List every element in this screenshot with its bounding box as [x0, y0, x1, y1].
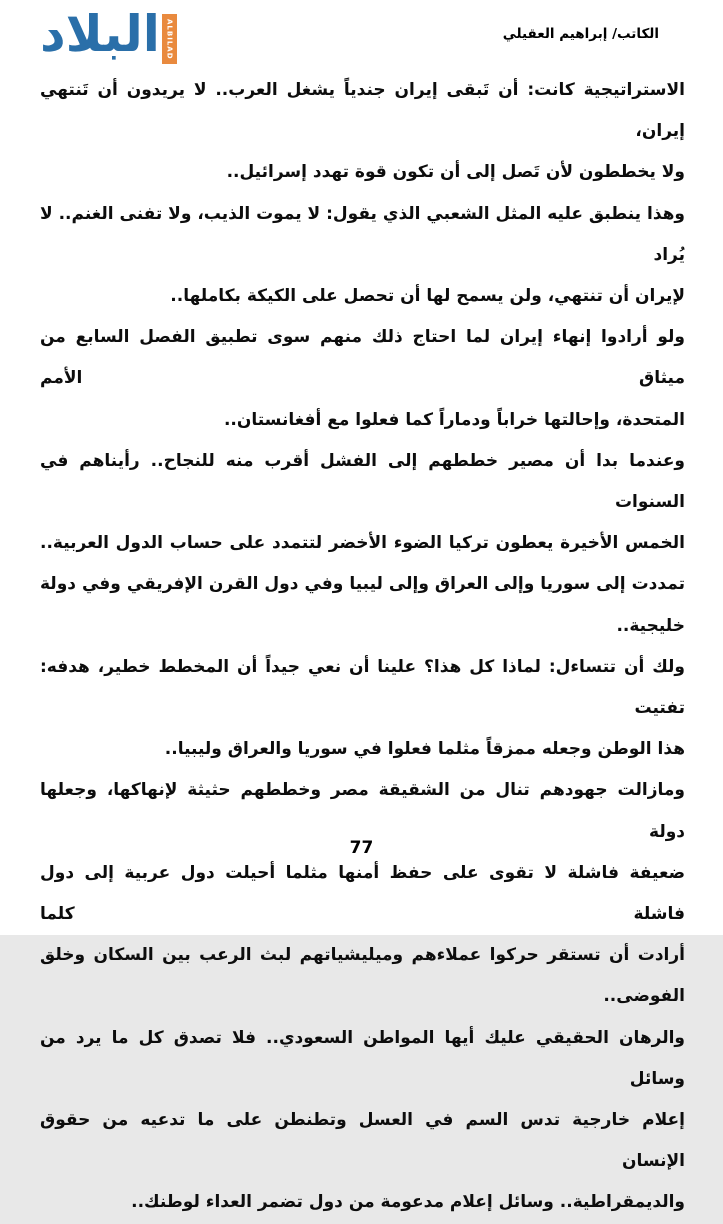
paragraph-line: لإيران أن تنتهي، ولن يسمح لها أن تحصل على الكيكة بكاملها..	[170, 286, 685, 307]
paragraph	[40, 317, 685, 441]
paragraph-line: إعلام خارجية تدس السم في العسل وتطنطن على ما تدعيه من حقوق الإنسان	[40, 1110, 685, 1172]
article-body	[40, 70, 685, 1224]
paragraph	[40, 194, 685, 318]
albilad-logo	[40, 6, 177, 64]
page-number: 77	[349, 838, 374, 858]
paragraph-line: الاستراتيجية كانت: أن تَبقى إيران جندياً يشغل العرب.. لا يريدون أن تَنتهي إيران،	[40, 80, 685, 142]
albilad-logo-orange-bar	[162, 14, 177, 64]
paragraph-line: وهذا ينطبق عليه المثل الشعبي الذي يقول: لا يموت الذيب، ولا تفنى الغنم.. لا يُراد	[40, 203, 685, 265]
paragraph-line: ضعيفة فاشلة لا تقوى على حفظ أمنها مثلما أحيلت دول عربية إلى دول فاشلة كلما	[40, 862, 685, 925]
albilad-logo-wordmark: البلاد	[40, 5, 160, 63]
paragraph-line: ولك أن تتساءل: لماذا كل هذا؟ علينا أن نعي جيداً أن المخطط خطير، هدفه: تفتيت	[40, 656, 685, 719]
paragraph	[40, 647, 685, 771]
paragraph	[40, 770, 685, 1017]
paragraph-line: تمددت إلى سوريا وإلى العراق وإلى ليبيا وفي دول القرن الإفريقي وفي دولة خليجية..	[40, 574, 685, 636]
paragraph-line: وعندما بدا أن مصير خططهم إلى الفشل أقرب منه للنجاح.. رأيناهم في السنوات	[40, 450, 685, 513]
author-byline: الكاتب/ إبراهيم العقيلي	[502, 26, 659, 42]
paragraph-line: الفوضى..	[603, 986, 685, 1007]
paragraph-line: أرادت أن تستقر حركوا عملاءهم وميليشياتهم لبث الرعب بين السكان وخلق	[40, 945, 685, 966]
paragraph-line: هذا الوطن وجعله ممزقاً مثلما فعلوا في سوريا والعراق وليبيا..	[164, 739, 685, 760]
paragraph	[40, 70, 685, 194]
paragraph-line: الخمس الأخيرة يعطون تركيا الضوء الأخضر لتتمدد على حساب الدول العربية..	[40, 533, 685, 554]
paragraph-line: ولا يخططون لأن تَصل إلى أن تكون قوة تهدد إسرائيل..	[226, 162, 685, 183]
paragraph-line: ومازالت جهودهم تنال من الشقيقة مصر وخططهم حثيثة لإنهاكها، وجعلها دولة	[40, 780, 685, 842]
paragraph-line: والديمقراطية.. وسائل إعلام مدعومة من دول تضمر العداء لوطنك..	[131, 1192, 685, 1213]
paragraph-line: المتحدة، وإحالتها خراباً ودماراً كما فعلوا مع أفغانستان..	[223, 409, 685, 430]
paragraph	[40, 441, 685, 647]
albilad-logo-latin-text: ALBILAD	[165, 18, 174, 60]
paragraph	[40, 1018, 685, 1224]
paragraph-line: ولو أرادوا إنهاء إيران لما احتاج ذلك منهم سوى تطبيق الفصل السابع من ميثاق الأمم	[40, 327, 685, 389]
paragraph-line: والرهان الحقيقي عليك أيها المواطن السعودي.. فلا تصدق كل ما يرد من وسائل	[40, 1027, 685, 1089]
